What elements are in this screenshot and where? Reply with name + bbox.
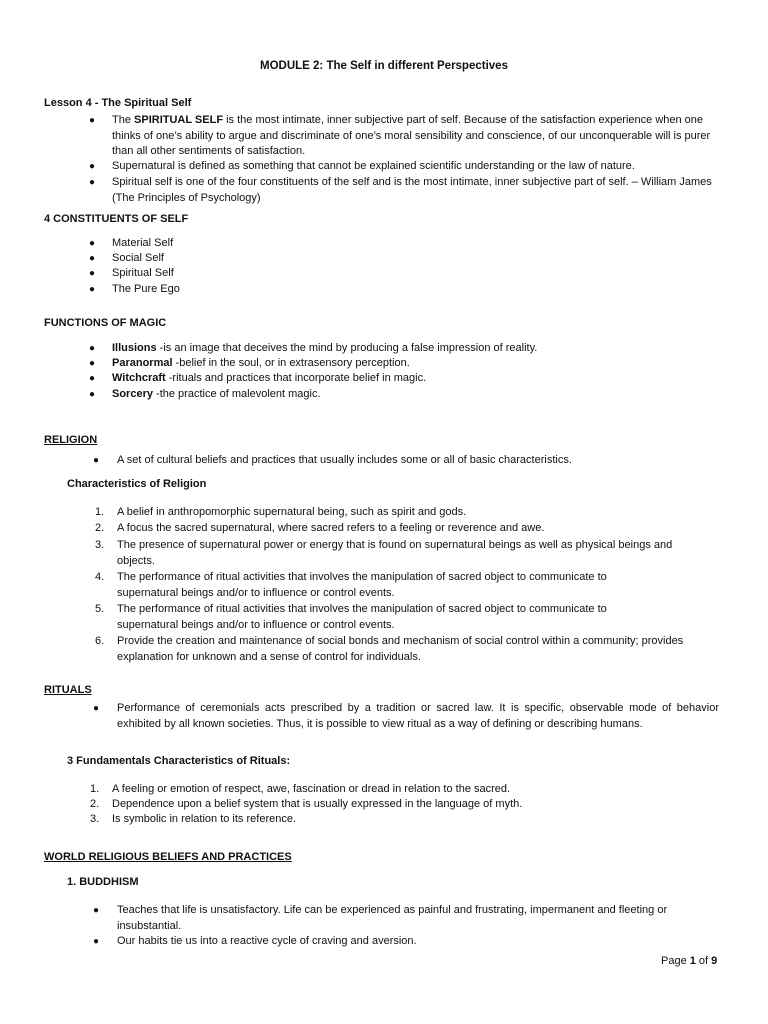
- bullet-icon: ●: [89, 358, 96, 369]
- list-number: 1.: [90, 783, 100, 795]
- lesson-item-3: Spiritual self is one of the four constituents of the self and is the most intimate, inner subjective part of self. – William James (The Principles of Psychology): [112, 176, 712, 204]
- world-religions-heading: WORLD RELIGIOUS BELIEFS AND PRACTICES: [44, 851, 292, 863]
- lesson-item-2: Supernatural is defined as something that cannot be explained scientific understanding or the law of nature.: [112, 160, 635, 172]
- rituals-definition: Performance of ceremonials acts prescribed by a tradition or sacred law. It is specific, observable mode of behavior exhibited by all known societies. Thus, it is possible to view ritual as a way of defining or describing humans.: [117, 702, 719, 730]
- ritual-characteristic: Is symbolic in relation to its reference.: [112, 813, 297, 825]
- religion-heading: RELIGION: [44, 434, 98, 446]
- list-number: 2.: [95, 522, 105, 534]
- religion-characteristic: A belief in anthropomorphic supernatural being, such as spirit and gods.: [117, 506, 467, 518]
- buddhism-item: Our habits tie us into a reactive cycle of craving and aversion.: [117, 935, 417, 947]
- religion-characteristic: A focus the sacred supernatural, where sacred refers to a feeling or reverence and awe.: [117, 522, 545, 534]
- buddhism-item: Teaches that life is unsatisfactory. Life can be experienced as painful and frustrating, impermanent and fleeting or insubstantial.: [117, 904, 668, 932]
- bullet-icon: ●: [93, 936, 100, 947]
- page-number-prefix: Page: [661, 955, 690, 967]
- bullet-icon: ●: [89, 161, 96, 172]
- page-title: MODULE 2: The Self in different Perspectives: [260, 60, 508, 72]
- bullet-icon: ●: [93, 703, 100, 714]
- magic-term: Illusions: [112, 342, 157, 354]
- religion-definition: A set of cultural beliefs and practices that usually includes some or all of basic characteristics.: [117, 454, 572, 466]
- magic-definition: -the practice of malevolent magic.: [152, 388, 321, 400]
- bullet-icon: ●: [89, 253, 96, 264]
- page-number-of: of: [695, 955, 712, 967]
- list-number: 4.: [95, 571, 105, 583]
- constituent-item: Material Self: [112, 237, 174, 249]
- lesson-heading: Lesson 4 - The Spiritual Self: [44, 97, 192, 109]
- list-number: 2.: [90, 798, 100, 810]
- magic-heading: FUNCTIONS OF MAGIC: [44, 317, 167, 329]
- rituals-heading: RITUALS: [44, 684, 92, 696]
- magic-term: Sorcery: [112, 388, 153, 400]
- spiritual-self-term: SPIRITUAL SELF: [134, 114, 224, 126]
- buddhism-heading: 1. BUDDHISM: [67, 876, 139, 888]
- bullet-icon: ●: [89, 389, 96, 400]
- rituals-subheading: 3 Fundamentals Characteristics of Rituals:: [67, 755, 291, 767]
- magic-definition: -is an image that deceives the mind by producing a false impression of reality.: [156, 342, 538, 354]
- bullet-icon: ●: [89, 373, 96, 384]
- magic-item: [112, 387, 321, 403]
- total-pages: 9: [711, 955, 718, 967]
- list-number: 1.: [95, 506, 105, 518]
- religion-characteristic: The performance of ritual activities that involves the manipulation of sacred object to communicate to supernatural beings and/or to influence or control events.: [117, 603, 607, 631]
- bullet-icon: ●: [93, 905, 100, 916]
- constituent-item: Spiritual Self: [112, 267, 174, 279]
- constituent-item: The Pure Ego: [112, 283, 180, 295]
- ritual-characteristic: A feeling or emotion of respect, awe, fascination or dread in relation to the sacred.: [112, 783, 511, 795]
- magic-term: Witchcraft: [112, 372, 166, 384]
- list-number: 3.: [90, 813, 100, 825]
- bullet-icon: ●: [89, 115, 96, 126]
- magic-item: [112, 341, 537, 357]
- list-number: 6.: [95, 635, 105, 647]
- religion-characteristic: The performance of ritual activities that involves the manipulation of sacred object to communicate to supernatural beings and/or to influence or control events.: [117, 571, 607, 599]
- page-number: [661, 955, 717, 967]
- lesson-item-1: [112, 113, 722, 160]
- lesson-item-1-post: is the most intimate, inner subjective part of self. Because of the satisfaction experience when one thinks of one’s ability to argue and discriminate of one’s moral sensibility and conscience, of our unconquerable will is purer than all other sentiments of satisfaction.: [112, 114, 711, 158]
- constituents-heading: 4 CONSTITUENTS OF SELF: [44, 213, 189, 225]
- bullet-icon: ●: [93, 455, 100, 466]
- current-page: 1: [689, 955, 696, 967]
- magic-definition: -belief in the soul, or in extrasensory perception.: [172, 357, 410, 369]
- magic-item: [112, 371, 426, 387]
- list-number: 3.: [95, 539, 105, 551]
- religion-characteristic: Provide the creation and maintenance of social bonds and mechanism of social control within a community; provides explanation for unknown and a sense of control for individuals.: [117, 635, 684, 663]
- bullet-icon: ●: [89, 343, 96, 354]
- magic-definition: -rituals and practices that incorporate belief in magic.: [165, 372, 427, 384]
- magic-item: [112, 356, 410, 372]
- constituent-item: Social Self: [112, 252, 164, 264]
- list-number: 5.: [95, 603, 105, 615]
- bullet-icon: ●: [89, 268, 96, 279]
- bullet-icon: ●: [89, 238, 96, 249]
- bullet-icon: ●: [89, 177, 96, 188]
- religion-characteristic: The presence of supernatural power or energy that is found on supernatural beings as well as physical beings and objects.: [117, 539, 673, 567]
- lesson-item-1-pre: The: [112, 114, 135, 126]
- religion-subheading: Characteristics of Religion: [67, 478, 207, 490]
- magic-term: Paranormal: [112, 357, 173, 369]
- bullet-icon: ●: [89, 284, 96, 295]
- ritual-characteristic: Dependence upon a belief system that is usually expressed in the language of myth.: [112, 798, 523, 810]
